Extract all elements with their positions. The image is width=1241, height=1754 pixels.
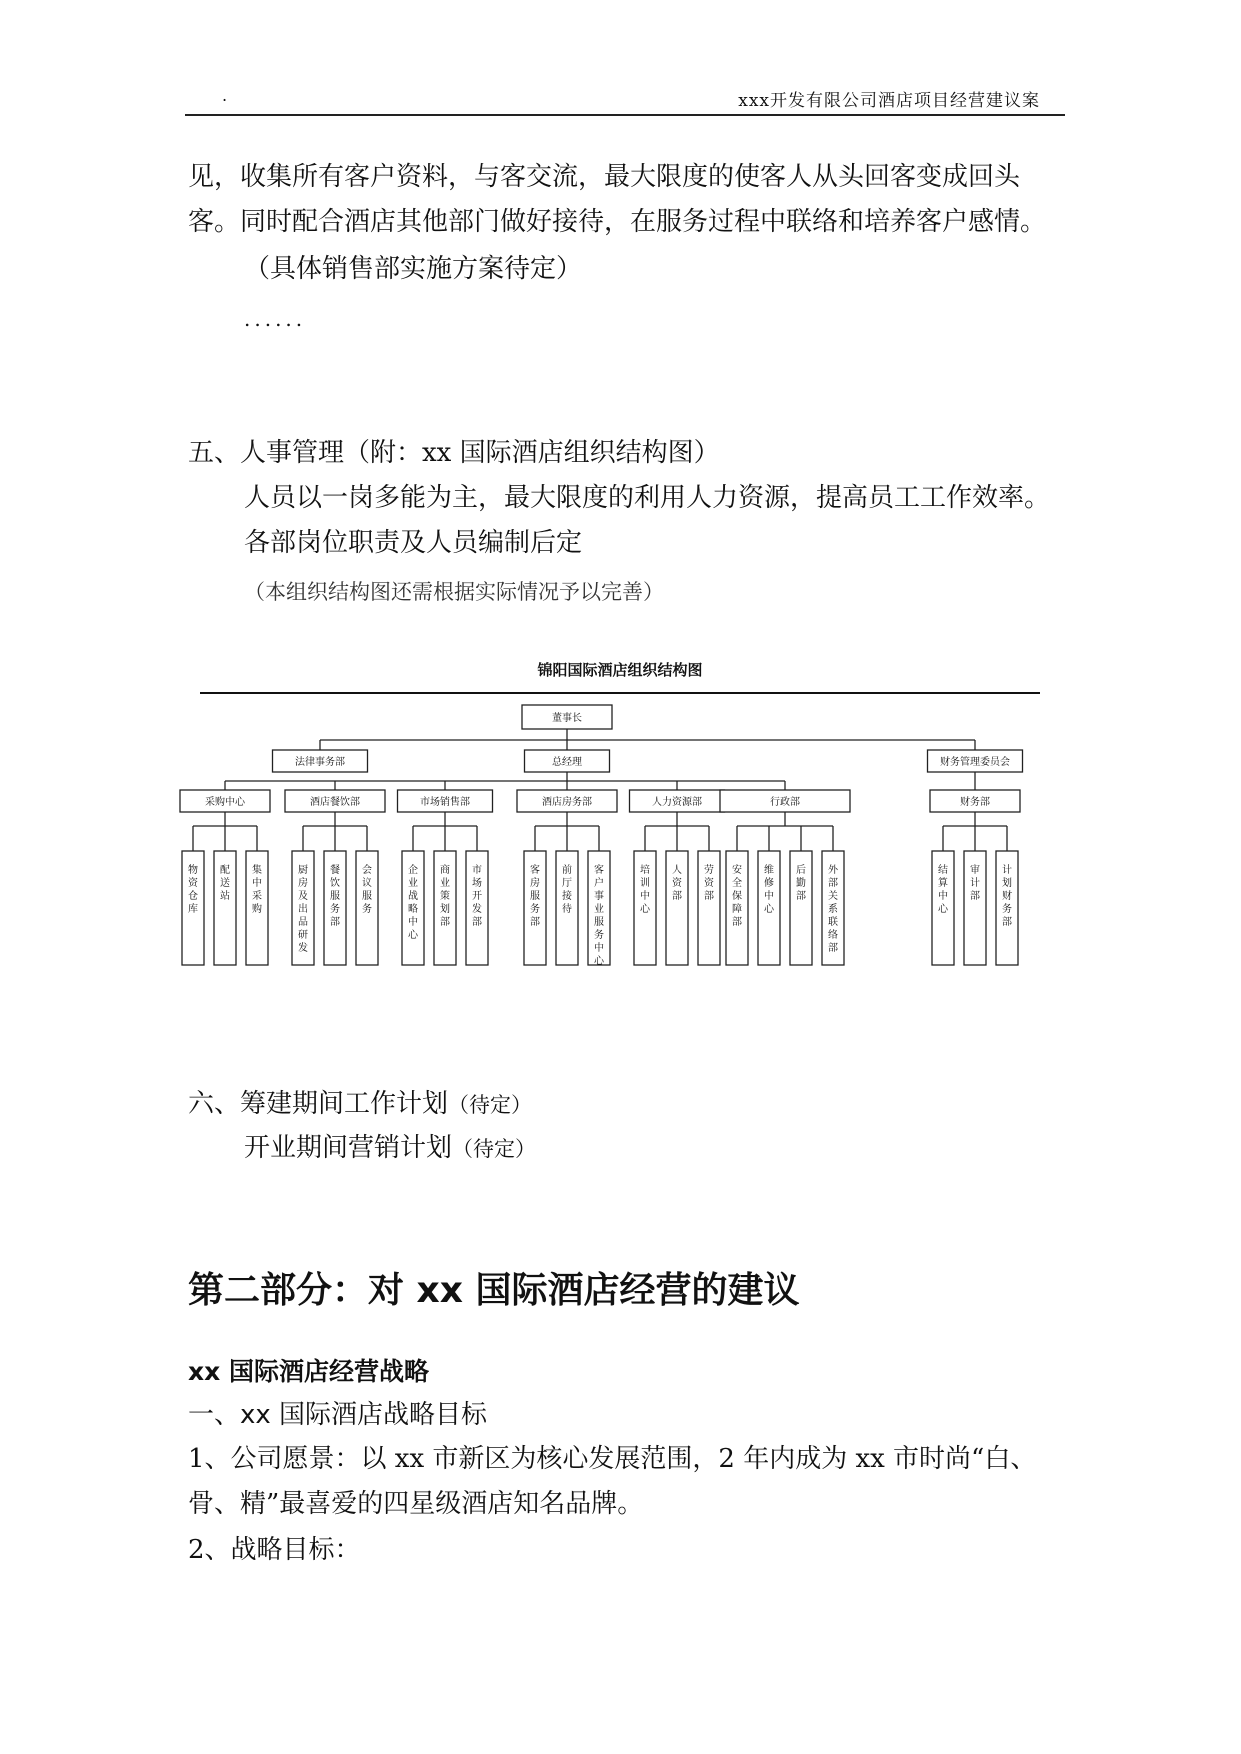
org-unit (996, 851, 1018, 965)
org-unit (402, 851, 424, 965)
org-unit (666, 851, 688, 965)
org-unit-label: 外部关系联络部 (828, 865, 838, 954)
org-department (398, 790, 493, 812)
org-unit-label: 维修中心 (764, 865, 774, 915)
org-unit (214, 851, 236, 965)
section-heading (188, 436, 720, 470)
org-unit (466, 851, 488, 965)
org-department-label: 采购中心 (205, 797, 245, 808)
chart-note: （本组织结构图还需根据实际情况予以完善） (244, 580, 664, 604)
org-unit-label: 客户事业服务中心 (594, 865, 604, 967)
org-unit-label: 培训中心 (640, 865, 650, 915)
org-level2-node-label: 法律事务部 (295, 757, 345, 768)
plan-note: （待定） (452, 1137, 537, 1161)
list-heading: 一、xx 国际酒店战略目标 (188, 1400, 488, 1430)
org-unit-label: 客房服务部 (530, 865, 540, 928)
org-unit-label: 企业战略中心 (408, 865, 418, 941)
org-unit (822, 851, 844, 965)
org-unit (932, 851, 954, 965)
org-unit (524, 851, 546, 965)
org-unit-label: 餐饮服务部 (330, 865, 340, 928)
org-root (522, 705, 612, 729)
org-unit-label: 集中采购 (252, 865, 262, 915)
part-title: 第二部分：对 xx 国际酒店经营的建议 (188, 1270, 800, 1311)
org-level2-node-label: 总经理 (552, 757, 582, 768)
org-department-label: 财务部 (960, 797, 990, 808)
org-unit (246, 851, 268, 965)
section-heading-text: 六、筹建期间工作计划 (188, 1089, 449, 1119)
header-rule (185, 114, 1065, 116)
org-unit-label: 劳资部 (704, 865, 714, 902)
org-unit (758, 851, 780, 965)
org-unit (356, 851, 378, 965)
org-unit (292, 851, 314, 965)
org-unit-label: 安全保障部 (732, 865, 742, 928)
org-unit (964, 851, 986, 965)
org-unit-label: 前厅接待 (562, 865, 572, 915)
paragraph-line: 人员以一岗多能为主，最大限度的利用人力资源，提高员工工作效率。 (244, 483, 1051, 513)
org-unit-label: 商业策划部 (440, 865, 450, 928)
org-department-label: 酒店房务部 (542, 797, 592, 808)
org-department-label: 人力资源部 (652, 797, 702, 808)
org-root-label: 董事长 (552, 713, 582, 724)
org-chart-title: 锦阳国际酒店组织结构图 (537, 661, 703, 679)
org-unit (790, 851, 812, 965)
paragraph-line: 骨、精”最喜爱的四星级酒店知名品牌。 (188, 1489, 644, 1519)
section-heading-note: （附：xx 国际酒店组织结构图） (344, 438, 720, 468)
org-unit-label: 结算中心 (938, 865, 948, 915)
org-unit-label: 厨房及出品研发 (298, 865, 308, 954)
paragraph-line (244, 1131, 536, 1166)
part-subtitle: xx 国际酒店经营战略 (188, 1357, 429, 1386)
org-chart (188, 655, 1045, 985)
org-department (285, 790, 385, 812)
org-unit-label: 配送站 (220, 865, 230, 902)
paragraph-note: （具体销售部实施方案待定） (244, 254, 583, 284)
paragraph-line: 2、战略目标： (188, 1535, 361, 1565)
paragraph-line: 1、公司愿景：以 xx 市新区为核心发展范围，2 年内成为 xx 市时尚“白、 (188, 1444, 1037, 1474)
section-heading-text: 五、人事管理 (188, 438, 345, 468)
paragraph-line: 各部岗位职责及人员编制后定 (244, 528, 583, 558)
org-unit-label: 物资仓库 (188, 865, 198, 915)
org-unit-label: 审计部 (970, 865, 980, 902)
org-department-label: 酒店餐饮部 (310, 797, 360, 808)
org-department-label: 行政部 (770, 797, 800, 808)
paragraph-line: 见，收集所有客户资料，与客交流，最大限度的使客人从头回客变成回头 (188, 162, 1021, 192)
org-unit (634, 851, 656, 965)
org-unit-label: 人资部 (672, 865, 682, 902)
org-department (720, 790, 850, 812)
org-level2-node (525, 750, 610, 772)
plan-label: 开业期间营销计划 (244, 1133, 453, 1163)
org-unit (588, 851, 610, 967)
org-unit (324, 851, 346, 965)
org-unit-label: 会议服务 (362, 865, 372, 915)
ellipsis: ...... (244, 307, 307, 331)
org-unit-label: 计划财务部 (1002, 865, 1012, 928)
org-department-label: 市场销售部 (420, 797, 470, 808)
org-department (930, 790, 1020, 812)
org-unit-label: 后勤部 (796, 865, 806, 902)
section-heading (188, 1087, 532, 1122)
header-dot: . (222, 86, 228, 105)
section-heading-note: （待定） (448, 1093, 533, 1117)
org-level2-node (273, 750, 368, 772)
org-unit (726, 851, 748, 965)
org-unit-label: 市场开发部 (472, 865, 482, 928)
org-level2-node-label: 财务管理委员会 (940, 757, 1010, 768)
header-title: xxx开发有限公司酒店项目经营建议案 (738, 91, 1040, 111)
org-department (517, 790, 617, 812)
paragraph-line: 客。同时配合酒店其他部门做好接待，在服务过程中联络和培养客户感情。 (188, 207, 1047, 237)
org-unit (556, 851, 578, 965)
org-department (630, 790, 725, 812)
org-unit (182, 851, 204, 965)
org-department (180, 790, 270, 812)
org-level2-node (928, 750, 1023, 772)
org-unit (434, 851, 456, 965)
org-unit (698, 851, 720, 965)
